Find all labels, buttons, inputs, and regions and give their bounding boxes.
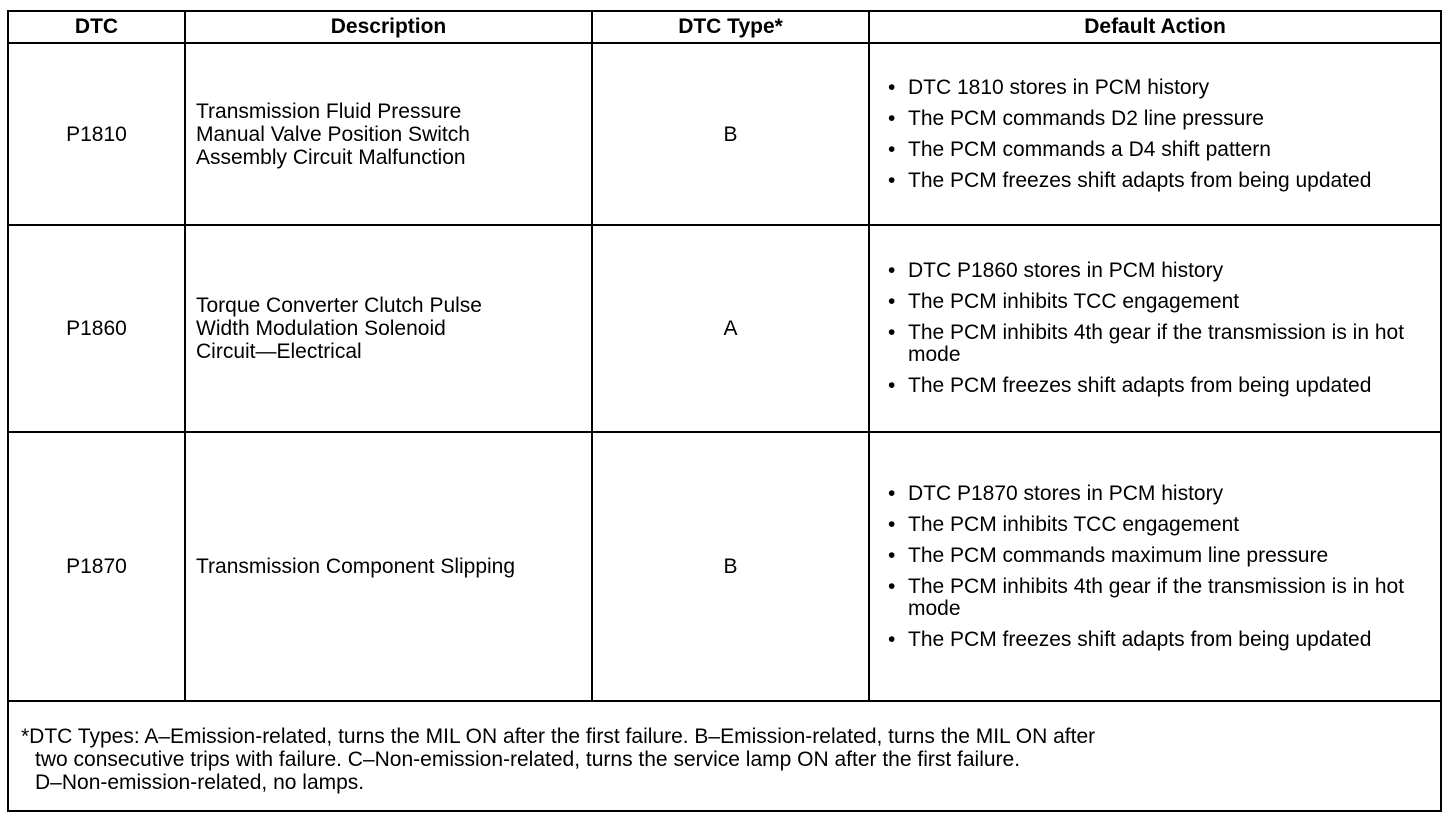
default-action-cell: [869, 225, 1441, 432]
footnote-line: D–Non-emission-related, no lamps.: [35, 770, 365, 794]
action-item: • The PCM inhibits 4th gear if the transmission is in hot mode: [908, 322, 1440, 366]
header-dtc: DTC: [8, 11, 185, 43]
header-default-action: Default Action: [869, 11, 1441, 43]
action-item: • DTC P1870 stores in PCM history: [908, 483, 1440, 505]
description-line: Torque Converter Clutch Pulse: [196, 294, 482, 317]
dtc-type: B: [592, 43, 869, 225]
description-line: Width Modulation Solenoid: [196, 317, 446, 340]
dtc-type-footnote: [8, 701, 1441, 811]
action-item: • The PCM commands D2 line pressure: [908, 108, 1440, 130]
footnote-line: two consecutive trips with failure. C–Non-emission-related, turns the service lamp ON after the first failure.: [35, 747, 1021, 771]
description-line: Transmission Component Slipping: [196, 555, 516, 578]
action-item: • The PCM inhibits TCC engagement: [908, 514, 1440, 536]
action-list: [870, 77, 1440, 192]
dtc-code: P1810: [8, 43, 185, 225]
header-row: [8, 11, 1441, 43]
dtc-code: P1860: [8, 225, 185, 432]
default-action-cell: [869, 43, 1441, 225]
dtc-description: [185, 43, 592, 225]
dtc-type: B: [592, 432, 869, 701]
dtc-type: A: [592, 225, 869, 432]
action-item: • The PCM commands maximum line pressure: [908, 545, 1440, 567]
footnote-row: [8, 701, 1441, 811]
action-list: [870, 260, 1440, 397]
header-description: Description: [185, 11, 592, 43]
default-action-cell: [869, 432, 1441, 701]
dtc-description: [185, 225, 592, 432]
action-item: • The PCM freezes shift adapts from being updated: [908, 375, 1440, 397]
action-item: • DTC 1810 stores in PCM history: [908, 77, 1440, 99]
description-line: Transmission Fluid Pressure: [196, 99, 462, 123]
action-item: • The PCM commands a D4 shift pattern: [908, 139, 1440, 161]
dtc-table: [7, 10, 1442, 812]
table-row: [8, 432, 1441, 701]
action-item: • The PCM freezes shift adapts from being updated: [908, 629, 1440, 651]
footnote-line: *DTC Types: A–Emission-related, turns the MIL ON after the first failure. B–Emission-related, turns the MIL ON after: [21, 724, 1096, 748]
header-dtc-type: DTC Type*: [592, 11, 869, 43]
action-item: • The PCM inhibits TCC engagement: [908, 291, 1440, 313]
description-line: Assembly Circuit Malfunction: [196, 145, 466, 169]
action-item: • The PCM inhibits 4th gear if the transmission is in hot mode: [908, 576, 1440, 620]
description-line: Manual Valve Position Switch: [196, 122, 470, 146]
description-line: Circuit—Electrical: [196, 340, 362, 363]
table-row: [8, 225, 1441, 432]
dtc-code: P1870: [8, 432, 185, 701]
table-row: [8, 43, 1441, 225]
dtc-description: [185, 432, 592, 701]
action-item: • DTC P1860 stores in PCM history: [908, 260, 1440, 282]
action-list: [870, 483, 1440, 651]
action-item: • The PCM freezes shift adapts from being updated: [908, 170, 1440, 192]
